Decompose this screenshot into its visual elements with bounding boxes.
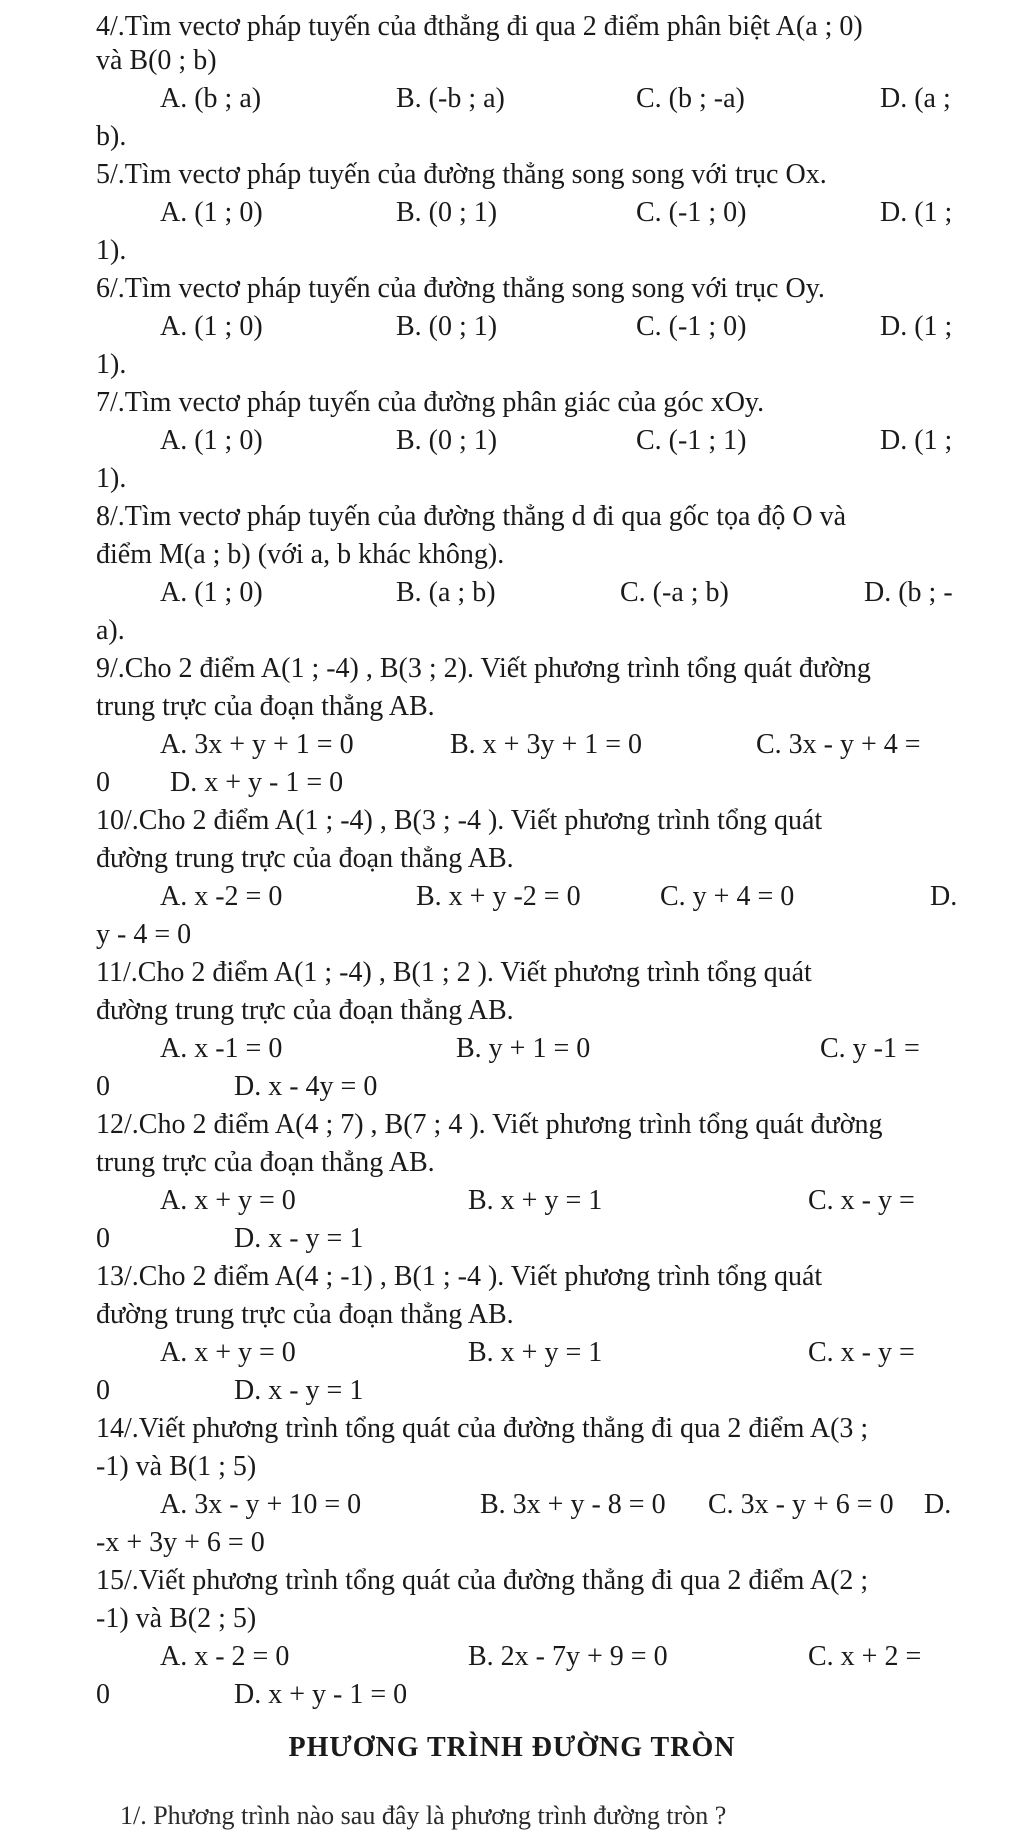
q14-option-d: D.: [924, 1489, 952, 1520]
q9-option-a: A. 3x + y + 1 = 0: [160, 729, 354, 760]
q12-option-b: B. x + y = 1: [468, 1185, 603, 1216]
q8-option-d-cont: a).: [96, 615, 125, 646]
q4-option-c: C. (b ; -a): [636, 83, 745, 114]
q4-option-d-cont: b).: [96, 121, 127, 152]
q13-option-d: D. x - y = 1: [234, 1375, 364, 1406]
question-15-text: 15/.Viết phương trình tổng quát của đường thẳng đi qua 2 điểm A(2 ;: [96, 1565, 869, 1596]
q6-option-c: C. (-1 ; 0): [636, 311, 747, 342]
q5-option-d-cont: 1).: [96, 235, 127, 266]
q14-option-d-cont: -x + 3y + 6 = 0: [96, 1527, 265, 1558]
q11-option-d: D. x - 4y = 0: [234, 1071, 378, 1102]
q13-option-c-cont: 0: [96, 1375, 110, 1406]
question-14-text-cont: -1) và B(1 ; 5): [96, 1451, 257, 1482]
q15-option-a: A. x - 2 = 0: [160, 1641, 290, 1672]
q7-option-d-cont: 1).: [96, 463, 127, 494]
question-7-text: 7/.Tìm vectơ pháp tuyến của đường phân giác của góc xOy.: [96, 387, 765, 418]
q6-option-a: A. (1 ; 0): [160, 311, 263, 342]
question-12-text-cont: trung trực của đoạn thẳng AB.: [96, 1147, 435, 1178]
question-15-text-cont: -1) và B(2 ; 5): [96, 1603, 257, 1634]
q12-option-a: A. x + y = 0: [160, 1185, 296, 1216]
q11-option-c: C. y -1 =: [820, 1033, 920, 1064]
q11-option-c-cont: 0: [96, 1071, 110, 1102]
question-4-text-cont: và B(0 ; b): [96, 45, 217, 76]
question-11-text-cont: đường trung trực của đoạn thẳng AB.: [96, 995, 514, 1026]
q7-option-b: B. (0 ; 1): [396, 425, 498, 456]
q9-option-c: C. 3x - y + 4 =: [756, 729, 921, 760]
question-6-text: 6/.Tìm vectơ pháp tuyến của đường thẳng song song với trục Oy.: [96, 273, 825, 304]
q7-option-c: C. (-1 ; 1): [636, 425, 747, 456]
q11-option-b: B. y + 1 = 0: [456, 1033, 591, 1064]
question-8-text: 8/.Tìm vectơ pháp tuyến của đường thẳng d đi qua gốc tọa độ O và: [96, 501, 847, 532]
question-13-text: 13/.Cho 2 điểm A(4 ; -1) , B(1 ; -4 ). Viết phương trình tổng quát: [96, 1261, 823, 1292]
q5-option-b: B. (0 ; 1): [396, 197, 498, 228]
q6-option-d: D. (1 ;: [880, 311, 953, 342]
question-10-text-cont: đường trung trực của đoạn thẳng AB.: [96, 843, 514, 874]
question-10-text: 10/.Cho 2 điểm A(1 ; -4) , B(3 ; -4 ). Viết phương trình tổng quát: [96, 805, 823, 836]
q6-option-d-cont: 1).: [96, 349, 127, 380]
q15-option-d: D. x + y - 1 = 0: [234, 1679, 408, 1710]
q7-option-a: A. (1 ; 0): [160, 425, 263, 456]
q13-option-c: C. x - y =: [808, 1337, 915, 1368]
q5-option-c: C. (-1 ; 0): [636, 197, 747, 228]
q13-option-a: A. x + y = 0: [160, 1337, 296, 1368]
q12-option-d: D. x - y = 1: [234, 1223, 364, 1254]
question-14-text: 14/.Viết phương trình tổng quát của đường thẳng đi qua 2 điểm A(3 ;: [96, 1413, 869, 1444]
q6-option-b: B. (0 ; 1): [396, 311, 498, 342]
q5-option-d: D. (1 ;: [880, 197, 953, 228]
section-title: PHƯƠNG TRÌNH ĐƯỜNG TRÒN: [288, 1732, 736, 1763]
question-12-text: 12/.Cho 2 điểm A(4 ; 7) , B(7 ; 4 ). Viết phương trình tổng quát đường: [96, 1109, 883, 1140]
q12-option-c-cont: 0: [96, 1223, 110, 1254]
next-question-cut-off: 1/. Phương trình nào sau đây là phương trình đường tròn ?: [120, 1801, 727, 1830]
q4-option-a: A. (b ; a): [160, 83, 262, 114]
q8-option-d: D. (b ; -: [864, 577, 953, 608]
question-11-text: 11/.Cho 2 điểm A(1 ; -4) , B(1 ; 2 ). Viết phương trình tổng quát: [96, 957, 812, 988]
q15-option-c: C. x + 2 =: [808, 1641, 922, 1672]
q9-option-c-cont: 0: [96, 767, 110, 798]
q5-option-a: A. (1 ; 0): [160, 197, 263, 228]
q12-option-c: C. x - y =: [808, 1185, 915, 1216]
q8-option-b: B. (a ; b): [396, 577, 496, 608]
q9-option-d: D. x + y - 1 = 0: [170, 767, 344, 798]
q10-option-c: C. y + 4 = 0: [660, 881, 795, 912]
q14-option-c: C. 3x - y + 6 = 0: [708, 1489, 894, 1520]
q10-option-d: D.: [930, 881, 958, 912]
q4-option-d: D. (a ;: [880, 83, 951, 114]
q10-option-b: B. x + y -2 = 0: [416, 881, 581, 912]
question-9-text: 9/.Cho 2 điểm A(1 ; -4) , B(3 ; 2). Viết phương trình tổng quát đường: [96, 653, 871, 684]
q9-option-b: B. x + 3y + 1 = 0: [450, 729, 643, 760]
q15-option-c-cont: 0: [96, 1679, 110, 1710]
q7-option-d: D. (1 ;: [880, 425, 953, 456]
q10-option-d-cont: y - 4 = 0: [96, 919, 192, 950]
q8-option-c: C. (-a ; b): [620, 577, 729, 608]
q8-option-a: A. (1 ; 0): [160, 577, 263, 608]
question-4-text: 4/.Tìm vectơ pháp tuyến của đthẳng đi qua 2 điểm phân biệt A(a ; 0): [96, 11, 863, 42]
question-5-text: 5/.Tìm vectơ pháp tuyến của đường thẳng song song với trục Ox.: [96, 159, 827, 190]
q10-option-a: A. x -2 = 0: [160, 881, 283, 912]
q13-option-b: B. x + y = 1: [468, 1337, 603, 1368]
q11-option-a: A. x -1 = 0: [160, 1033, 283, 1064]
q14-option-b: B. 3x + y - 8 = 0: [480, 1489, 666, 1520]
q4-option-b: B. (-b ; a): [396, 83, 505, 114]
question-8-text-cont: điểm M(a ; b) (với a, b khác không).: [96, 539, 505, 570]
q15-option-b: B. 2x - 7y + 9 = 0: [468, 1641, 668, 1672]
question-9-text-cont: trung trực của đoạn thẳng AB.: [96, 691, 435, 722]
q14-option-a: A. 3x - y + 10 = 0: [160, 1489, 362, 1520]
question-13-text-cont: đường trung trực của đoạn thẳng AB.: [96, 1299, 514, 1330]
